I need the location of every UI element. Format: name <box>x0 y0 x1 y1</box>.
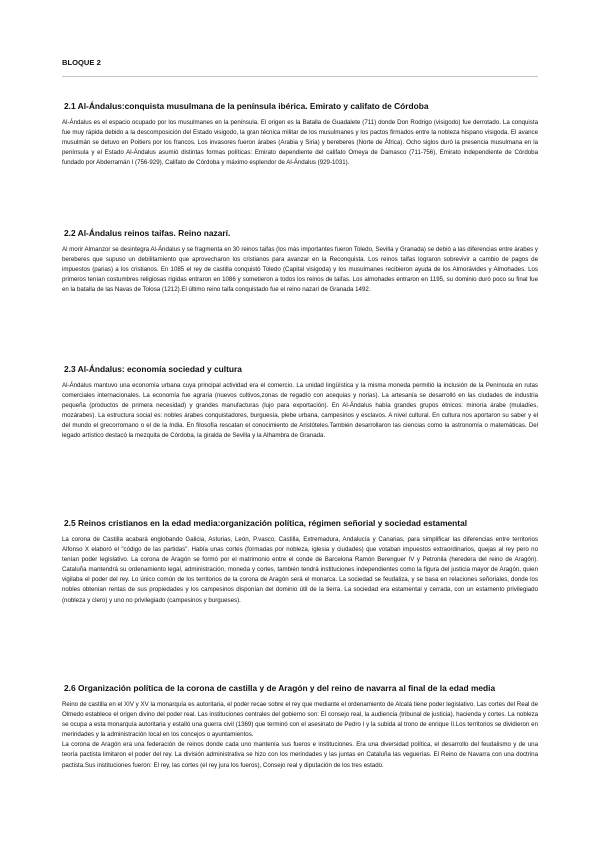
section-paragraph: Al morir Almanzor se desintegra Al-Ándalus y se fragmenta en 30 reinos taifas (los más importantes fueron Toledo, Sevilla y Granada) se debió a las diferencias entre árabes y bereberes que supuso un debilitamiento que aprovecharon los cristianos para avanzar en la Reconquista. Los reinos taifas lograron sobrevivir a cambio de pagos de impuestos (parias) a los cristianos. En 1085 el rey de castilla conquistó Toledo (Capital visigoda) y los musulmanes recibieron ayuda de los Almorávides y Almohades. Los primeros tenían costumbres religiosas rígidas entraron en 1086 y sometieron a todos los reinos de taifas. Los almohades entraron en 1195, su dominio duró poco su final fue en la batalla de las Navas de Tolosa (1212).El último reino taifa conquistado fue el reino nazarí de Granada 1492. <box>62 246 538 294</box>
section-paragraph: Al-Ándalus mantuvo una economía urbana cuya principal actividad era el comercio. La unidad lingüística y la misma moneda permitió la inclusión de la Península en rutas comerciales internacionales. La economía fue agraria (nuevos cultivos,zonas de regadío con acequias y norias). La artesanía se desarrolló en las ciudades de industria pequeña (productos de primera necesidad) y grandes manufacturas (lujo para exportación). En Al-Ándalus había grandes grupos étnicos: minoría árabe (muladíes, mozárabes). La estructura social es: nobles árabes conquistadores, burguesía, plebe urbana, campesinos y esclavos. A nivel cultural. En cultura nos aportaron su saber y el del mundo el grecorromano o el de la India. En filosofía rescatan el conocimiento de Aristóteles.También desarrollaron las ciencias como la astronomía o matemáticas. Del legado artístico destacó la mezquita de Córdoba, la giralda de Sevilla y la Alhambra de Granada. <box>62 382 538 440</box>
header-divider <box>62 76 538 77</box>
document-page <box>62 58 538 77</box>
section-title: 2.5 Reinos cristianos en la edad media:organización política, régimen señorial y sociedad estamental <box>64 518 468 528</box>
section-2-6 <box>62 683 538 771</box>
section-title: 2.2 Al-Ándalus reinos taifas. Reino nazarí. <box>64 228 231 238</box>
section-2-5 <box>62 518 538 606</box>
section-paragraph: Reino de castilla en el XIV y XV la monarquía es autoritaria, el poder recae sobre el rey que mediante el ordenamiento de Alcalá tiene poder legislativo. Las cortes del Real de Olmedo establece el origen divino del poder real. Las instituciones centrales del gobierno son: El consejo real, la audiencia (tribunal de justicia), hacienda y cortes. La nobleza se ocupa a esta monarquía autoritaria y estalló una guerra civil (1369) que terminó con el asesinato de Pedro I y la subida al trono de enrique II.Los territorios se dividieron en merindades y la administración local en los concejos o ayuntamientos. <box>62 701 538 739</box>
section-paragraph: La corona de Castilla acabará englobando Galicia, Asturias, León, P.vasco, Castilla, Extremadura, Andalucía y Canarias, para simplificar las diferencias entre territorios Alfonso X elaboró el "código de las partidas". Había unas cortes (formadas por nobleza, iglesia y ciudades) que votaban impuestos extraordinarios, quejas al rey pero no tenían poder legislativo. La corona de Aragón se formó por el matrimonio entre el conde de Barcelona Ramón Berenguer IV y Petronila (heredera del reino de Aragón). Cataluña mantendrá su ordenamiento legal, administración, moneda y cortes, también tendrá instituciones independientes como la figura del justicia mayor de Aragón, quien vigilaba el poder del rey. Lo único común de los territorios de la corona de Aragón será el monarca. La sociedad se feudaliza, y se basa en relaciones señoriales, donde los nobles obtenían rentas de sus propiedades y los campesinos disponían del dominio útil de la tierra. La sociedad era estamental y cerrada, con un estamento privilegiado (nobleza y clero) y uno no privilegiado (campesinos y burgueses). <box>62 536 538 604</box>
section-title: 2.1 Al-Ándalus:conquista musulmana de la península ibérica. Emirato y califato de Córdoba <box>64 101 429 111</box>
section-paragraph: Al-Ándalus es el espacio ocupado por los musulmanes en la península. El origen es la Batalla de Guadalete (711) donde Don Rodrigo (visigodo) fue derrotado. La conquista fue muy rápida debido a la descomposición del Estado visigodo, la gran técnica militar de los musulmanes y los pactos firmados entre la nobleza hispano visigoda. El avance musulmán se detuvo en Poitiers por los francos. Los invasores fueron árabes (Arabia y Siria) y bereberes (Norte de África). Ocho siglos duró la presencia musulmana en la península y el Estado Al-Ándalus asumió distintas formas políticas: Emirato dependiente del califato Omeya de Damasco (711-756), Emirato independiente de Córdoba fundado por Abderramán I (756-929), Califato de Córdoba y máximo esplendor de Al-Ándalus (929-1031). <box>62 119 538 167</box>
section-2-3 <box>62 364 538 442</box>
section-paragraph: La corona de Aragón era una federación de reinos donde cada uno mantenía sus fueros e instituciones. Era una diversidad política, el desarrollo del feudalismo y de una teoría pactista limitaron el poder del rey. La división administrativa se hizo con los merindades y las juntas en Cataluña las veguerías. El Reino de Navarra con una doctrina pactista.Sus instituciones fueron: El rey, las cortes (el rey jura los fueros), Consejo real y diputación de los tres estado. <box>62 741 538 769</box>
section-2-2 <box>62 228 538 295</box>
section-title: 2.3 Al-Ándalus: economía sociedad y cultura <box>64 364 242 374</box>
block-heading: BLOQUE 2 <box>62 58 101 67</box>
section-2-1 <box>62 101 538 168</box>
section-title: 2.6 Organización política de la corona de castilla y de Aragón y del reino de navarra al final de la edad media <box>64 683 496 693</box>
